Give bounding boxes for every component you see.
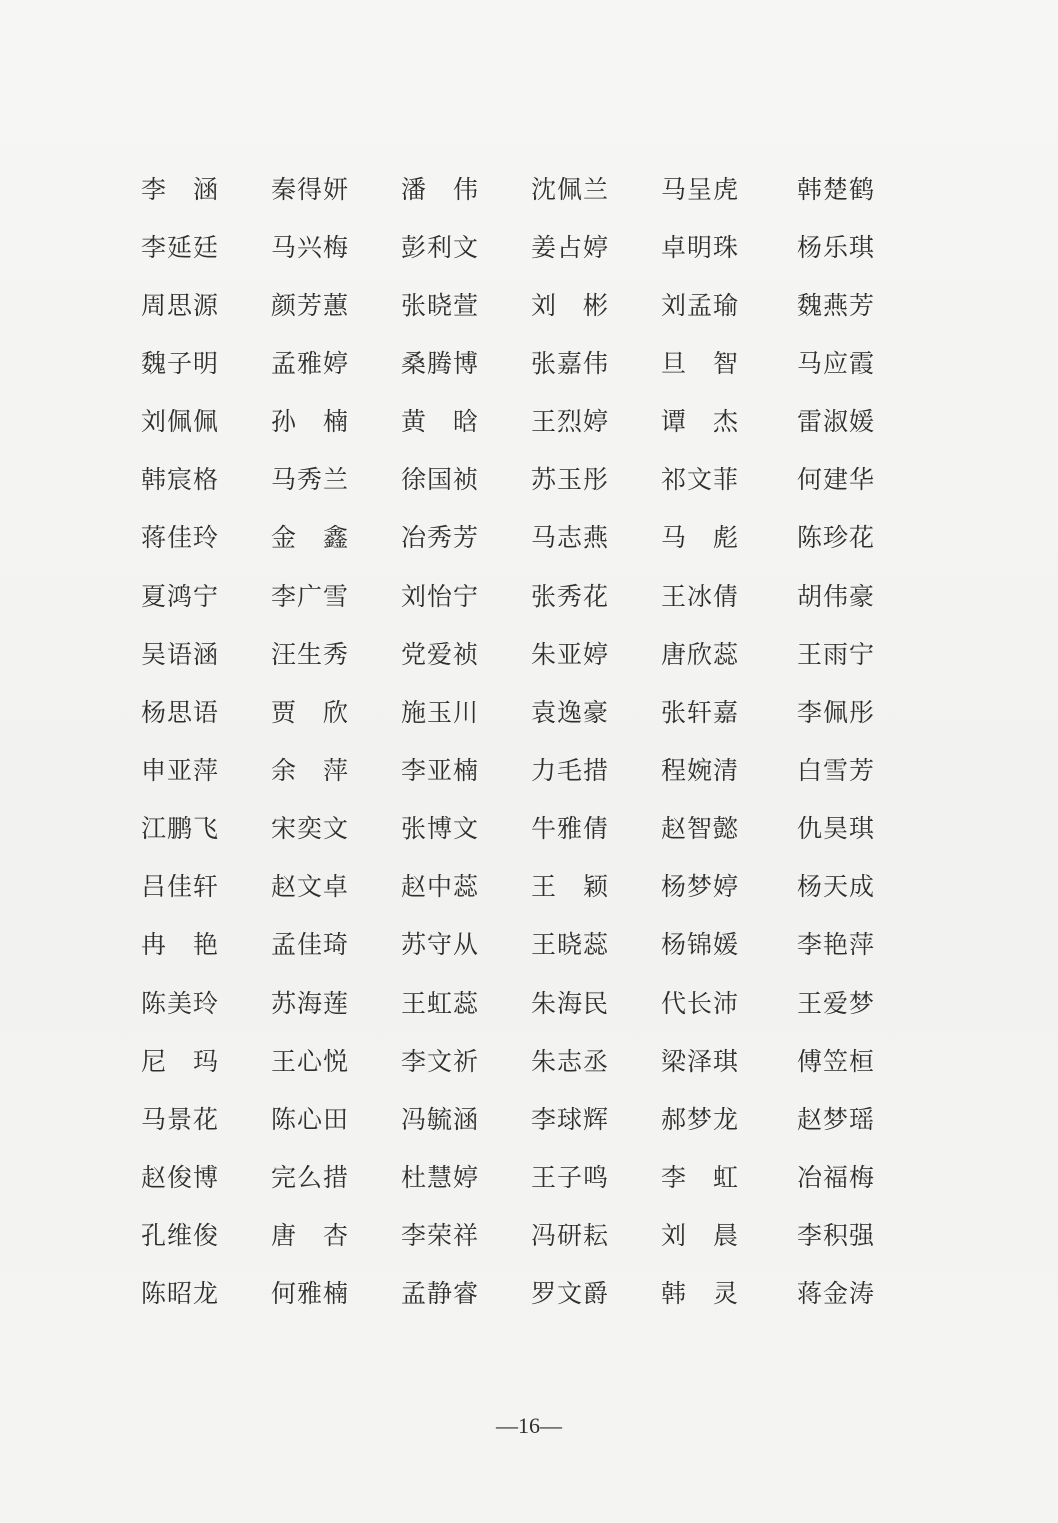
name-cell: 赵梦瑶 bbox=[797, 1104, 876, 1134]
name-cell: 孟佳琦 bbox=[271, 930, 350, 960]
name-cell: 施玉川 bbox=[401, 697, 480, 727]
name-cell: 卓明珠 bbox=[661, 232, 740, 262]
name-cell: 冶福梅 bbox=[797, 1162, 876, 1192]
name-cell: 陈美玲 bbox=[141, 988, 220, 1018]
name-cell: 马呈虎 bbox=[661, 174, 740, 204]
name-cell: 韩楚鹤 bbox=[797, 174, 876, 204]
name-cell: 陈心田 bbox=[271, 1104, 350, 1134]
name-cell: 李积强 bbox=[797, 1221, 876, 1251]
name-cell: 何建华 bbox=[797, 465, 876, 495]
name-cell: 汪生秀 bbox=[271, 639, 350, 669]
name-cell: 夏鸿宁 bbox=[141, 581, 220, 611]
name-cell: 马秀兰 bbox=[271, 465, 350, 495]
name-cell: 牛雅倩 bbox=[531, 814, 610, 844]
name-cell: 赵俊博 bbox=[141, 1162, 220, 1192]
name-cell: 孟静睿 bbox=[401, 1279, 480, 1309]
name-cell: 胡伟豪 bbox=[797, 581, 876, 611]
name-cell: 傅笠桓 bbox=[797, 1046, 876, 1076]
name-cell: 孔维俊 bbox=[141, 1221, 220, 1251]
name-cell: 刘 彬 bbox=[531, 290, 610, 320]
name-cell: 桑腾博 bbox=[401, 348, 480, 378]
name-cell: 李延廷 bbox=[141, 232, 220, 262]
name-cell: 马应霞 bbox=[797, 348, 876, 378]
name-cell: 吴语涵 bbox=[141, 639, 220, 669]
name-cell: 刘 晨 bbox=[661, 1221, 740, 1251]
name-cell: 冯毓涵 bbox=[401, 1104, 480, 1134]
name-cell: 冶秀芳 bbox=[401, 523, 480, 553]
name-cell: 韩 灵 bbox=[661, 1279, 740, 1309]
name-cell: 张博文 bbox=[401, 814, 480, 844]
name-cell: 周思源 bbox=[141, 290, 220, 320]
name-cell: 马志燕 bbox=[531, 523, 610, 553]
name-cell: 苏玉彤 bbox=[531, 465, 610, 495]
name-cell: 韩宸格 bbox=[141, 465, 220, 495]
page-number: —16— bbox=[496, 1413, 562, 1438]
name-cell: 李 虹 bbox=[661, 1162, 740, 1192]
name-cell: 吕佳轩 bbox=[141, 872, 220, 902]
name-cell: 潘 伟 bbox=[401, 174, 480, 204]
name-cell: 马兴梅 bbox=[271, 232, 350, 262]
name-cell: 秦得妍 bbox=[271, 174, 350, 204]
name-cell: 唐 杏 bbox=[271, 1221, 350, 1251]
name-cell: 金 鑫 bbox=[271, 523, 350, 553]
name-cell: 朱亚婷 bbox=[531, 639, 610, 669]
name-cell: 陈珍花 bbox=[797, 523, 876, 553]
name-cell: 王 颖 bbox=[531, 872, 610, 902]
name-cell: 孟雅婷 bbox=[271, 348, 350, 378]
name-cell: 赵中蕊 bbox=[401, 872, 480, 902]
name-cell: 孙 楠 bbox=[271, 407, 350, 437]
name-cell: 王晓蕊 bbox=[531, 930, 610, 960]
name-cell: 张秀花 bbox=[531, 581, 610, 611]
name-cell: 罗文爵 bbox=[531, 1279, 610, 1309]
name-cell: 杨锦媛 bbox=[661, 930, 740, 960]
name-cell: 旦 智 bbox=[661, 348, 740, 378]
name-cell: 冉 艳 bbox=[141, 930, 220, 960]
name-cell: 李亚楠 bbox=[401, 755, 480, 785]
name-cell: 赵智懿 bbox=[661, 814, 740, 844]
name-cell: 马景花 bbox=[141, 1104, 220, 1134]
name-cell: 朱志丞 bbox=[531, 1046, 610, 1076]
name-cell: 贾 欣 bbox=[271, 697, 350, 727]
name-cell: 冯研耘 bbox=[531, 1221, 610, 1251]
name-cell: 力毛措 bbox=[531, 755, 610, 785]
name-cell: 袁逸豪 bbox=[531, 697, 610, 727]
name-cell: 沈佩兰 bbox=[531, 174, 610, 204]
name-cell: 杨梦婷 bbox=[661, 872, 740, 902]
name-cell: 完么措 bbox=[271, 1162, 350, 1192]
name-cell: 苏海莲 bbox=[271, 988, 350, 1018]
name-cell: 仇昊琪 bbox=[797, 814, 876, 844]
name-cell: 徐国祯 bbox=[401, 465, 480, 495]
name-cell: 李佩彤 bbox=[797, 697, 876, 727]
name-cell: 杜慧婷 bbox=[401, 1162, 480, 1192]
name-cell: 刘佩佩 bbox=[141, 407, 220, 437]
name-cell: 张晓萱 bbox=[401, 290, 480, 320]
name-cell: 李球辉 bbox=[531, 1104, 610, 1134]
name-cell: 程婉清 bbox=[661, 755, 740, 785]
name-cell: 白雪芳 bbox=[797, 755, 876, 785]
name-cell: 刘孟瑜 bbox=[661, 290, 740, 320]
name-cell: 宋奕文 bbox=[271, 814, 350, 844]
name-cell: 王子鸣 bbox=[531, 1162, 610, 1192]
name-cell: 颜芳蕙 bbox=[271, 290, 350, 320]
name-cell: 苏守从 bbox=[401, 930, 480, 960]
name-cell: 王爱梦 bbox=[797, 988, 876, 1018]
name-cell: 张嘉伟 bbox=[531, 348, 610, 378]
name-cell: 李艳萍 bbox=[797, 930, 876, 960]
name-cell: 蒋佳玲 bbox=[141, 523, 220, 553]
name-cell: 王虹蕊 bbox=[401, 988, 480, 1018]
name-cell: 郝梦龙 bbox=[661, 1104, 740, 1134]
name-cell: 何雅楠 bbox=[271, 1279, 350, 1309]
name-cell: 张轩嘉 bbox=[661, 697, 740, 727]
name-cell: 魏燕芳 bbox=[797, 290, 876, 320]
name-cell: 尼 玛 bbox=[141, 1046, 220, 1076]
name-cell: 杨思语 bbox=[141, 697, 220, 727]
name-cell: 王冰倩 bbox=[661, 581, 740, 611]
name-cell: 雷淑媛 bbox=[797, 407, 876, 437]
name-cell: 唐欣蕊 bbox=[661, 639, 740, 669]
name-cell: 刘怡宁 bbox=[401, 581, 480, 611]
name-cell: 谭 杰 bbox=[661, 407, 740, 437]
name-list-grid bbox=[141, 160, 901, 1323]
name-cell: 李文祈 bbox=[401, 1046, 480, 1076]
name-cell: 朱海民 bbox=[531, 988, 610, 1018]
name-cell: 李 涵 bbox=[141, 174, 220, 204]
name-cell: 魏子明 bbox=[141, 348, 220, 378]
name-cell: 王烈婷 bbox=[531, 407, 610, 437]
name-cell: 李荣祥 bbox=[401, 1221, 480, 1251]
name-cell: 党爱祯 bbox=[401, 639, 480, 669]
name-cell: 姜占婷 bbox=[531, 232, 610, 262]
name-cell: 杨天成 bbox=[797, 872, 876, 902]
name-cell: 马 彪 bbox=[661, 523, 740, 553]
name-cell: 代长沛 bbox=[661, 988, 740, 1018]
name-cell: 梁泽琪 bbox=[661, 1046, 740, 1076]
name-cell: 祁文菲 bbox=[661, 465, 740, 495]
name-cell: 杨乐琪 bbox=[797, 232, 876, 262]
name-cell: 李广雪 bbox=[271, 581, 350, 611]
name-cell: 申亚萍 bbox=[141, 755, 220, 785]
name-cell: 王雨宁 bbox=[797, 639, 876, 669]
name-cell: 王心悦 bbox=[271, 1046, 350, 1076]
name-cell: 陈昭龙 bbox=[141, 1279, 220, 1309]
name-cell: 黄 晗 bbox=[401, 407, 480, 437]
name-cell: 余 萍 bbox=[271, 755, 350, 785]
name-cell: 蒋金涛 bbox=[797, 1279, 876, 1309]
name-cell: 彭利文 bbox=[401, 232, 480, 262]
name-cell: 江鹏飞 bbox=[141, 814, 220, 844]
name-cell: 赵文卓 bbox=[271, 872, 350, 902]
